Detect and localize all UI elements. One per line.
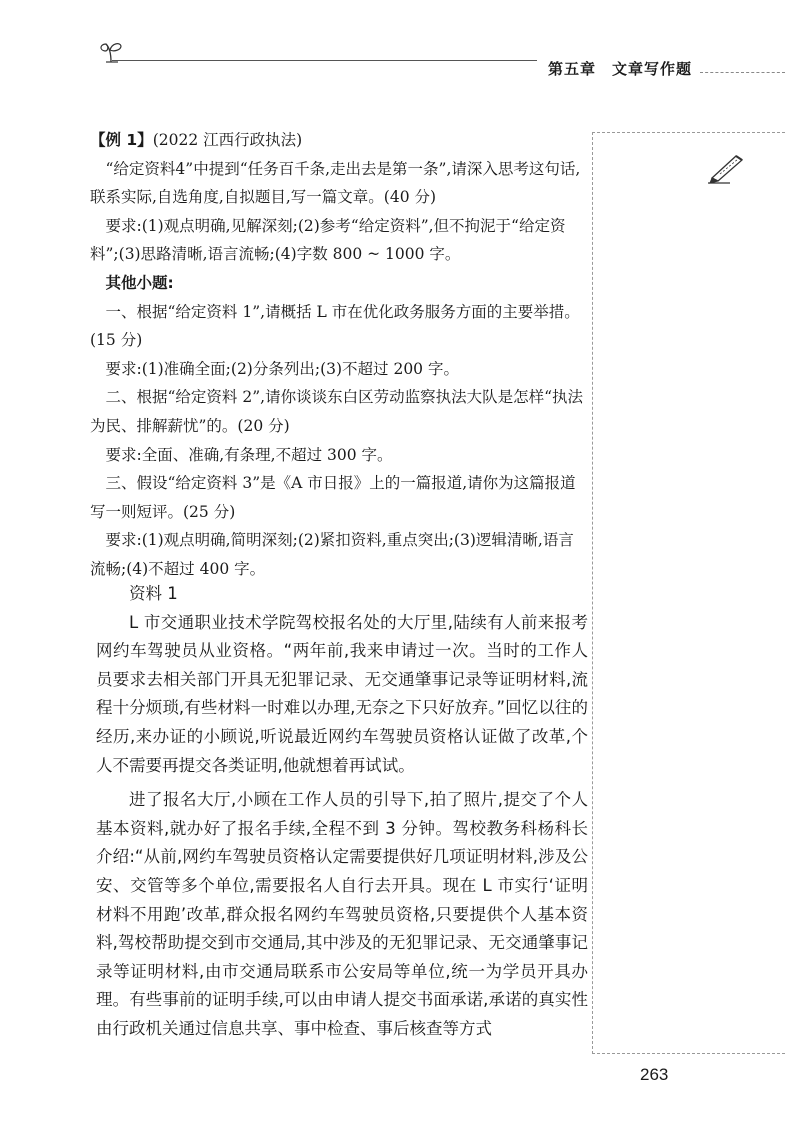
material-paragraph-1: L 市交通职业技术学院驾校报名处的大厅里,陆续有人前来报考网约车驾驶员从业资格。“两年前,我来申请过一次。当时的工作人员要求去相关部门开具无犯罪记录、无交通肇事记录等证明材料,流程十分烦琐,有些材料一时难以办理,无奈之下只好放弃。”回忆以往的经历,来办证的小顾说,听说最近网约车驾驶员资格认证做了改革,个人不需要再提交各类证明,他就想着再试试。 xyxy=(96,612,588,775)
example-line xyxy=(90,126,588,155)
example-source: (2022 江西行政执法) xyxy=(152,131,303,149)
question-2-requirements: 要求:全面、准确,有条理,不超过 300 字。 xyxy=(105,445,393,464)
leaf-icon xyxy=(96,36,126,66)
example-label: 【例 1】 xyxy=(90,131,153,149)
header-rule xyxy=(112,60,537,61)
material-section xyxy=(96,584,588,1044)
question-section xyxy=(90,126,588,584)
chapter-header xyxy=(548,58,692,79)
example-prompt: “给定资料4”中提到“任务百千条,走出去是第一条”,请深入思考这句话,联系实际,自选角度,自拟题目,写一篇文章。(40 分) xyxy=(90,159,581,207)
question-1: 一、根据“给定资料 1”,请概括 L 市在优化政务服务方面的主要举措。(15 分) xyxy=(90,302,580,350)
notes-margin xyxy=(592,132,785,1054)
header-rule-right xyxy=(700,72,785,73)
pen-icon xyxy=(706,150,750,184)
question-1-requirements: 要求:(1)准确全面;(2)分条列出;(3)不超过 200 字。 xyxy=(105,359,459,378)
question-2: 二、根据“给定资料 2”,请你谈谈东白区劳动监察执法大队是怎样“执法为民、排解薪忧”的。(20 分) xyxy=(90,388,583,435)
page-number: 263 xyxy=(640,1065,669,1084)
chapter-title: 文章写作题 xyxy=(612,60,693,78)
material-heading: 资料 1 xyxy=(129,584,178,603)
other-questions-heading: 其他小题: xyxy=(105,273,174,292)
question-3-requirements: 要求:(1)观点明确,简明深刻;(2)紧扣资料,重点突出;(3)逻辑清晰,语言流畅;(4)不超过 400 字。 xyxy=(90,531,574,578)
example-requirements: 要求:(1)观点明确,见解深刻;(2)参考“给定资料”,但不拘泥于“给定资料”;(3)思路清晰,语言流畅;(4)字数 800 ~ 1000 字。 xyxy=(90,216,566,264)
question-3: 三、假设“给定资料 3”是《A 市日报》上的一篇报道,请你为这篇报道写一则短评。(25 分) xyxy=(90,474,576,521)
material-paragraph-2: 进了报名大厅,小顾在工作人员的引导下,拍了照片,提交了个人基本资料,就办好了报名手续,全程不到 3 分钟。驾校教务科杨科长介绍:“从前,网约车驾驶员资格认定需要提供好几项证明材料,涉及公安、交管等多个单位,需要报名人自行去开具。现在 L 市实行‘证明材料不用跑’改革,群众报名网约车驾驶员资格,只要提供个人基本资料,驾校帮助提交到市交通局,其中涉及的无犯罪记录、无交通肇事记录等证明材料,由市交通局联系市公安局等单位,统一为学员开具办理。有些事前的证明手续,可以由申请人提交书面承诺,承诺的真实性由行政机关通过信息共享、事中检查、事后核查等方式 xyxy=(96,790,588,1038)
chapter-number: 第五章 xyxy=(548,60,597,78)
